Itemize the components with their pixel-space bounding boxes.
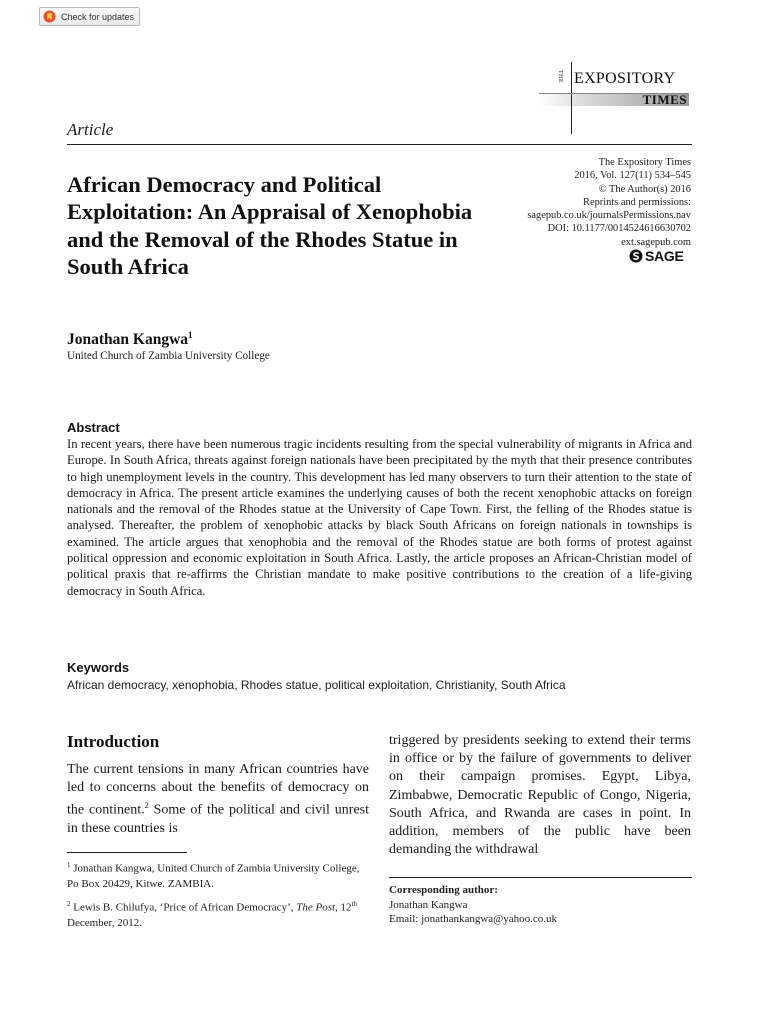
footnote-2-text-a: Lewis B. Chilufya, ‘Price of African Democracy’, xyxy=(73,901,294,914)
footnote-2-text-b: , 12 xyxy=(335,901,352,914)
corresponding-author-block xyxy=(389,883,557,927)
meta-journal: The Expository Times xyxy=(598,157,691,168)
meta-volume: 2016, Vol. 127(11) 534–545 xyxy=(574,170,691,182)
footnote-2-text-c: December, 2012. xyxy=(67,916,143,929)
sage-wordmark: SAGE xyxy=(645,248,684,264)
header-rule xyxy=(67,144,692,145)
check-for-updates-icon xyxy=(43,10,56,23)
corresponding-name: Jonathan Kangwa xyxy=(389,898,468,911)
footnote-1-text: Jonathan Kangwa, United Church of Zambia University College, Po Box 20429, Kitwe. ZAMBIA. xyxy=(67,862,360,890)
intro-footnote-marker[interactable]: 2 xyxy=(144,801,149,811)
corresponding-email[interactable]: Email: jonathankangwa@yahoo.co.uk xyxy=(389,913,558,925)
logo-times: TIMES xyxy=(642,92,687,107)
publication-meta xyxy=(527,156,691,249)
intro-left-text: The current tensions in many African countries have led to concerns about the benefits of democracy on the continent. xyxy=(67,762,369,819)
footnote-1 xyxy=(67,858,370,892)
meta-doi[interactable]: DOI: 10.1177/0014524616630702 xyxy=(547,223,691,235)
corresponding-rule xyxy=(389,877,692,878)
abstract-text: In recent years, there have been numerous tragic incidents resulting from the special vulnerability of migrants in Africa and Europe. In South Africa, threats against foreign nationals have been precipitated by the myth that their presence contributes to high unemployment levels in the country. This development has led many observers to turn their attention to the state of democracy in Africa. The present article examines the underlying causes of both the recent xenophobic attacks on foreign nationals and the removal of the Rhodes statue at the University of Cape Town. First, the felling of the Rhodes statue is analysed. Thereafter, the problem of xenophobic attacks by black South Africans on foreign nationals in townships is examined. The article argues that xenophobia and the removal of the Rhodes statue are both forms of protest against political oppression and economic exploitation in South Africa. Lastly, the article proposes an African-Christian model of political praxis that re-affirms the Christian mandate to make positive contributions to the creation of a life-giving democracy in South Africa. xyxy=(67,437,692,598)
footnote-2-sup: th xyxy=(351,900,357,908)
introduction-heading: Introduction xyxy=(67,732,160,751)
keywords-heading: Keywords xyxy=(67,660,130,675)
intro-left-text-continued: Some of the political and civil unrest in these countries is xyxy=(67,803,370,837)
author-name-text: Jonathan Kangwa xyxy=(67,331,189,349)
introduction-right-column: triggered by presidents seeking to extend their terms in office or by the failure of governments to deliver on their campaign promises. Egypt, Libya, Zimbabwe, Democratic Republic of Congo, Nigeria, South Africa, and Rwanda are cases in point. In addition, members of the public have been demanding the withdrawal xyxy=(389,733,691,858)
introduction-left-column xyxy=(67,761,369,838)
check-for-updates-label: Check for updates xyxy=(61,11,135,22)
author-footnote-marker[interactable]: 1 xyxy=(188,330,193,340)
abstract-heading: Abstract xyxy=(67,420,120,435)
footnote-1-marker: 1 xyxy=(67,861,71,869)
logo-expository: EXPOSITORY xyxy=(574,70,676,87)
article-title: African Democracy and Political Exploitation: An Appraisal of Xenophobia and the Removal of the Rhodes Statue in South Africa xyxy=(67,172,473,279)
footnote-rule xyxy=(67,852,187,853)
corresponding-heading: Corresponding author: xyxy=(389,884,498,896)
article-type-label: Article xyxy=(67,120,114,139)
author-affiliation: United Church of Zambia University College xyxy=(67,350,270,362)
sage-logo xyxy=(629,248,692,264)
meta-site-link[interactable]: ext.sagepub.com xyxy=(621,236,691,248)
sage-s-icon xyxy=(629,249,643,263)
footnote-2-marker: 2 xyxy=(67,900,71,908)
author-name xyxy=(67,330,193,349)
meta-copyright: © The Author(s) 2016 xyxy=(598,183,691,195)
keywords-text: African democracy, xenophobia, Rhodes statue, political exploitation, Christianity, South Africa xyxy=(67,678,566,692)
logo-vertical-rule xyxy=(571,62,572,134)
check-for-updates-badge[interactable] xyxy=(39,7,140,26)
meta-reprints: Reprints and permissions: xyxy=(583,196,691,208)
journal-logo xyxy=(539,62,689,136)
footnote-2-italic: The Post xyxy=(296,901,336,914)
footnote-2 xyxy=(67,897,370,931)
logo-the: THE xyxy=(557,70,563,84)
meta-permissions-link[interactable]: sagepub.co.uk/journalsPermissions.nav xyxy=(527,210,691,222)
